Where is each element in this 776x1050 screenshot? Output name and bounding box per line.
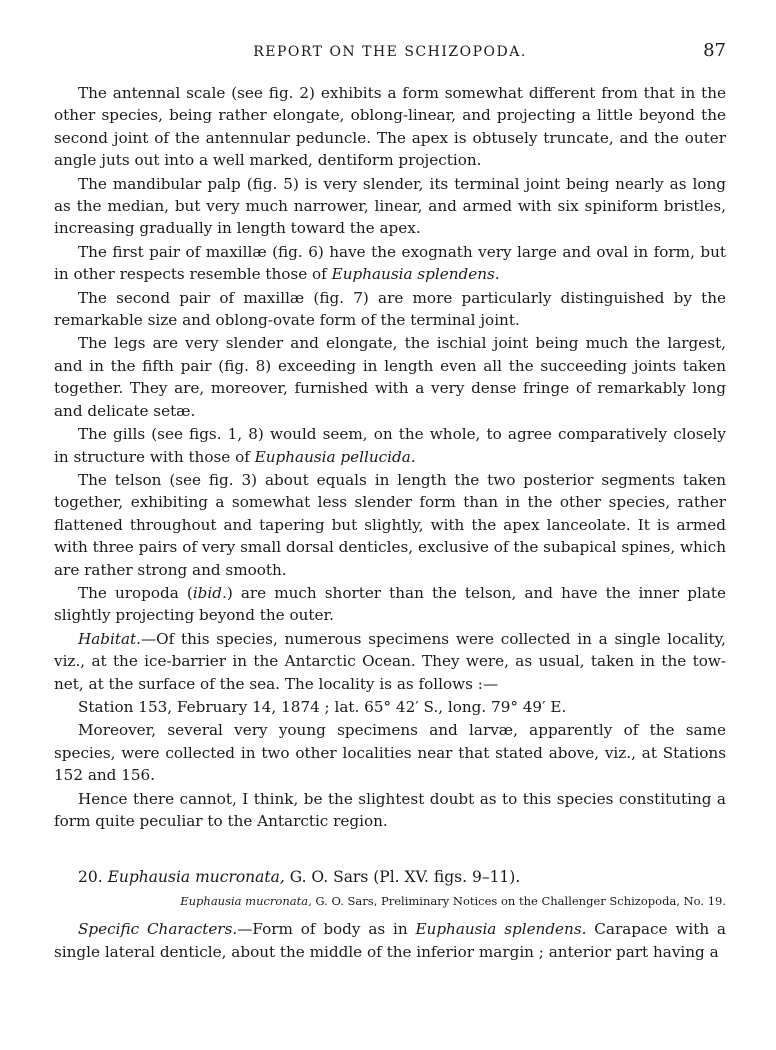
species-citation <box>54 890 726 912</box>
citation-text: G. O. Sars, Preliminary Notices on the Challenger Schizopoda, No. 19. <box>311 893 726 908</box>
paragraph-second-maxillae: The second pair of maxillæ (fig. 7) are more particularly distinguished by the remarkable size and oblong-ovate form of the terminal joint. <box>54 288 726 330</box>
paragraph-station: Station 153, February 14, 1874 ; lat. 65° 42′ S., long. 79° 49′ E. <box>78 697 567 716</box>
paragraph-conclusion: Hence there cannot, I think, be the slightest doubt as to this species constituting a form quite peculiar to the Antarctic region. <box>54 789 726 830</box>
paragraph-first-maxillae <box>54 241 726 286</box>
paragraph-mandibular-palp: The mandibular palp (fig. 5) is very slender, its terminal joint being nearly as long as the median, but very much narrower, linear, and armed with six spiniform bristles, increasing gradually in length toward the apex. <box>54 174 726 238</box>
paragraph-antennal-scale: The antennal scale (see fig. 2) exhibits a form somewhat different from that in the other species, being rather elongate, oblong-linear, and projecting a little beyond the second joint of the antennular peduncle. The apex is obtusely truncate, and the outer angle juts out into a well marked, dentiform projection. <box>54 84 726 170</box>
body-text <box>54 82 726 964</box>
page-header <box>54 40 726 66</box>
paragraph-young-specimens: Moreover, several very young specimens and larvæ, apparently of the same species, were collected in two other localities near that stated above, viz., at Stations 152 and 156. <box>54 721 726 785</box>
characters-text-start: —Form of body as in <box>237 920 416 939</box>
characters-label: Specific Characters. <box>78 920 238 939</box>
species-name: Euphausia splendens. <box>415 920 587 939</box>
page-number: 87 <box>703 40 726 61</box>
first-maxillae-text: The first pair of maxillæ (fig. 6) have the exognath very large and oval in form, but in other respects resemble those of <box>54 242 726 284</box>
paragraph-uropoda <box>54 582 726 627</box>
species-title: Euphausia mucronata, <box>107 868 285 887</box>
habitat-label: Habitat. <box>78 629 141 648</box>
paragraph-habitat <box>54 628 726 695</box>
gills-text: The gills (see figs. 1, 8) would seem, on the whole, to agree comparatively closely in structure with those of <box>54 425 726 466</box>
species-author-plate: G. O. Sars (Pl. XV. figs. 9–11). <box>284 868 521 887</box>
species-heading <box>54 866 726 888</box>
ibid-reference: ibid. <box>192 583 227 602</box>
species-section <box>54 866 726 963</box>
paragraph-legs: The legs are very slender and elongate, the ischial joint being much the largest, and in the fifth pair (fig. 8) exceeding in length even all the succeeding joints taken together. They are, moreover, furnished with a very dense fringe of remarkably long and delicate setæ. <box>54 334 726 420</box>
paragraph-specific-characters <box>54 918 726 963</box>
uropoda-text-end: ) are much shorter than the telson, and have the inner plate slightly projecting beyond the outer. <box>54 583 726 625</box>
characters-text-end: Carapace with a single lateral denticle, about the middle of the inferior margin ; anterior part having a <box>54 920 726 961</box>
species-number: 20. <box>78 868 108 887</box>
species-name: Euphausia splendens. <box>331 265 500 284</box>
running-title: REPORT ON THE SCHIZOPODA. <box>253 44 527 60</box>
uropoda-text-start: The uropoda ( <box>78 583 193 602</box>
paragraph-telson: The telson (see fig. 3) about equals in length the two posterior segments taken together, exhibiting a somewhat less slender form than in the other species, rather flattened throughout and tapering but slightly, with the apex lanceolate. It is armed with three pairs of very small dorsal denticles, exclusive of the subapical spines, which are rather strong and smooth. <box>54 470 726 579</box>
citation-species: Euphausia mucronata, <box>180 893 312 908</box>
paragraph-gills <box>54 423 726 468</box>
habitat-text: —Of this species, numerous specimens were collected in a single locality, viz., at the ice-barrier in the Antarctic Ocean. They were, as usual, taken in the tow-net, at the surface of the sea. The locality is as follows :— <box>54 629 726 693</box>
species-name: Euphausia pellucida. <box>254 447 416 466</box>
